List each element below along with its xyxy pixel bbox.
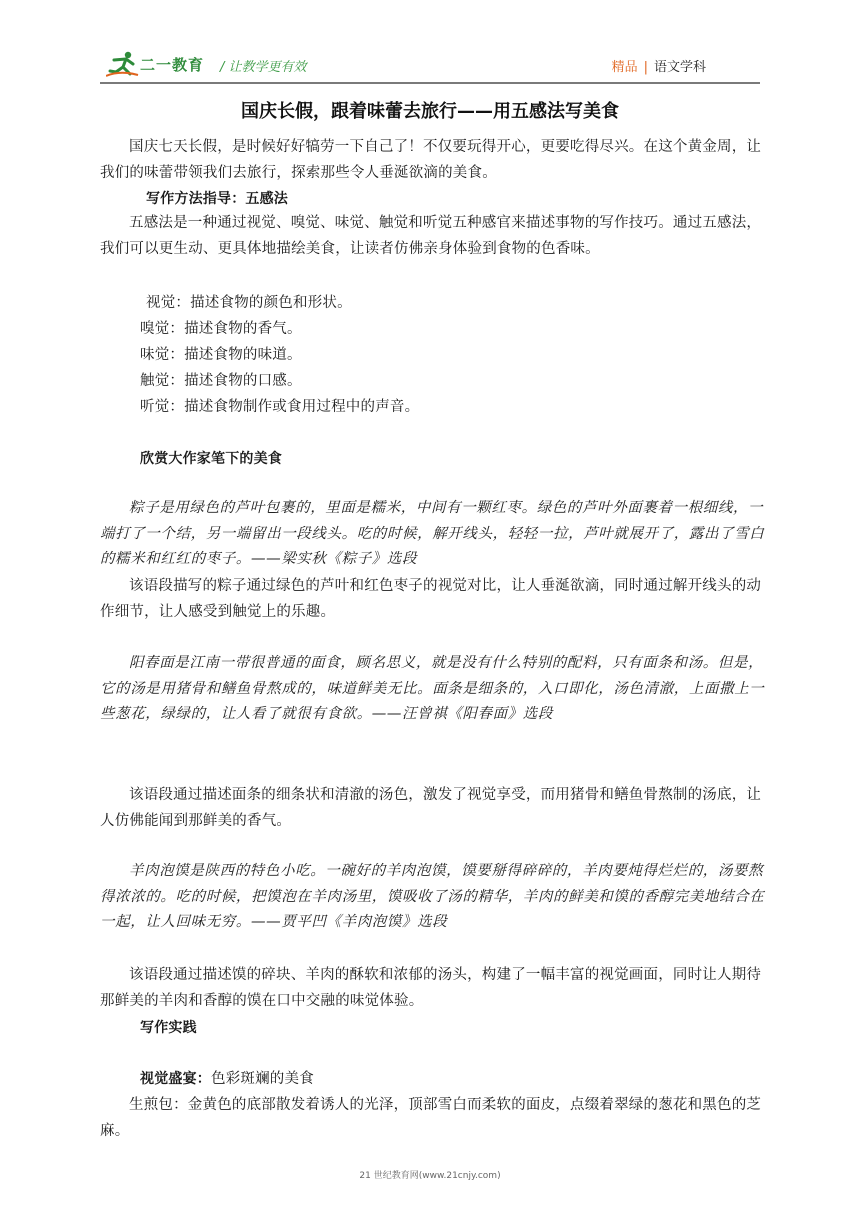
sense-hearing: 听觉：描述食物制作或食用过程中的声音。	[140, 399, 420, 415]
slogan: / 让教学更有效	[220, 60, 307, 75]
page-title: 国庆长假，跟着味蕾去旅行——用五感法写美食	[241, 101, 619, 122]
page-header	[100, 44, 760, 82]
appreciate-heading: 欣赏大作家笔下的美食	[140, 451, 282, 467]
visual-feast-text: 色彩斑斓的美食	[211, 1071, 314, 1087]
sense-visual: 视觉：描述食物的颜色和形状。	[146, 295, 352, 311]
sense-taste: 味觉：描述食物的味道。	[140, 347, 302, 363]
shengjian-paragraph: 生煎包：金黄色的底部散发着诱人的光泽，顶部雪白而柔软的面皮，点缀着翠绿的葱花和黑色的芝麻。	[100, 1097, 762, 1139]
tag-jingpin: 精品	[611, 60, 638, 75]
header-divider	[100, 82, 760, 84]
sense-touch: 触觉：描述食物的口感。	[140, 373, 302, 389]
practice-heading: 写作实践	[140, 1020, 197, 1036]
visual-feast-label: 视觉盛宴：	[140, 1071, 211, 1087]
tag-subject: 语文学科	[653, 60, 706, 75]
analysis-yangchunmian: 该语段通过描述面条的细条状和清澈的汤色，激发了视觉享受，而用猪骨和鳝鱼骨熬制的汤底，让人仿佛能闻到那鲜美的香气。	[100, 787, 762, 829]
tag-separator: |	[643, 60, 648, 75]
subject-tag	[612, 56, 706, 75]
page-footer: 21 世纪教育网(www.21cnjy.com)	[359, 1171, 501, 1181]
analysis-yangroupaomo: 该语段通过描述馍的碎块、羊肉的酥软和浓郁的汤头，构建了一幅丰富的视觉画面，同时让人期待那鲜美的羊肉和香醇的馍在口中交融的味觉体验。	[100, 967, 762, 1009]
logo-text: 二一教育	[140, 56, 205, 74]
runner-logo-icon	[106, 50, 140, 78]
quote-yangroupaomo: 羊肉泡馍是陕西的特色小吃。一碗好的羊肉泡馍，馍要掰得碎碎的，羊肉要炖得烂烂的，汤要熬得浓浓的。吃的时候，把馍泡在羊肉汤里，馍吸收了汤的精华，羊肉的鲜美和馍的香醇完美地结合在一起，让人回味无穷。——贾平凹《羊肉泡馍》选段	[100, 863, 765, 930]
quote-zongzi: 粽子是用绿色的芦叶包裹的，里面是糯米，中间有一颗红枣。绿色的芦叶外面裹着一根细线，一端打了一个结，另一端留出一段线头。吃的时候，解开线头，轻轻一拉，芦叶就展开了，露出了雪白的糯米和红红的枣子。——梁实秋《粽子》选段	[100, 500, 765, 567]
quote-yangchunmian: 阳春面是江南一带很普通的面食，顾名思义，就是没有什么特别的配料，只有面条和汤。但是，它的汤是用猪骨和鳝鱼骨熬成的，味道鲜美无比。面条是细条的，入口即化，汤色清澈，上面撒上一些葱花，绿绿的，让人看了就很有食欲。——汪曾祺《阳春面》选段	[100, 655, 765, 722]
sense-smell: 嗅觉：描述食物的香气。	[140, 321, 302, 337]
visual-feast-line	[140, 1067, 805, 1093]
intro-paragraph: 国庆七天长假，是时候好好犒劳一下自己了！不仅要玩得开心，更要吃得尽兴。在这个黄金周，让我们的味蕾带领我们去旅行，探索那些令人垂涎欲滴的美食。	[100, 139, 762, 181]
method-description: 五感法是一种通过视觉、嗅觉、味觉、触觉和听觉五种感官来描述事物的写作技巧。通过五感法，我们可以更生动、更具体地描绘美食，让读者仿佛亲身体验到食物的色香味。	[100, 215, 762, 257]
method-heading: 写作方法指导：五感法	[146, 191, 288, 207]
analysis-zongzi: 该语段描写的粽子通过绿色的芦叶和红色枣子的视觉对比，让人垂涎欲滴，同时通过解开线头的动作细节，让人感受到触觉上的乐趣。	[100, 578, 762, 620]
